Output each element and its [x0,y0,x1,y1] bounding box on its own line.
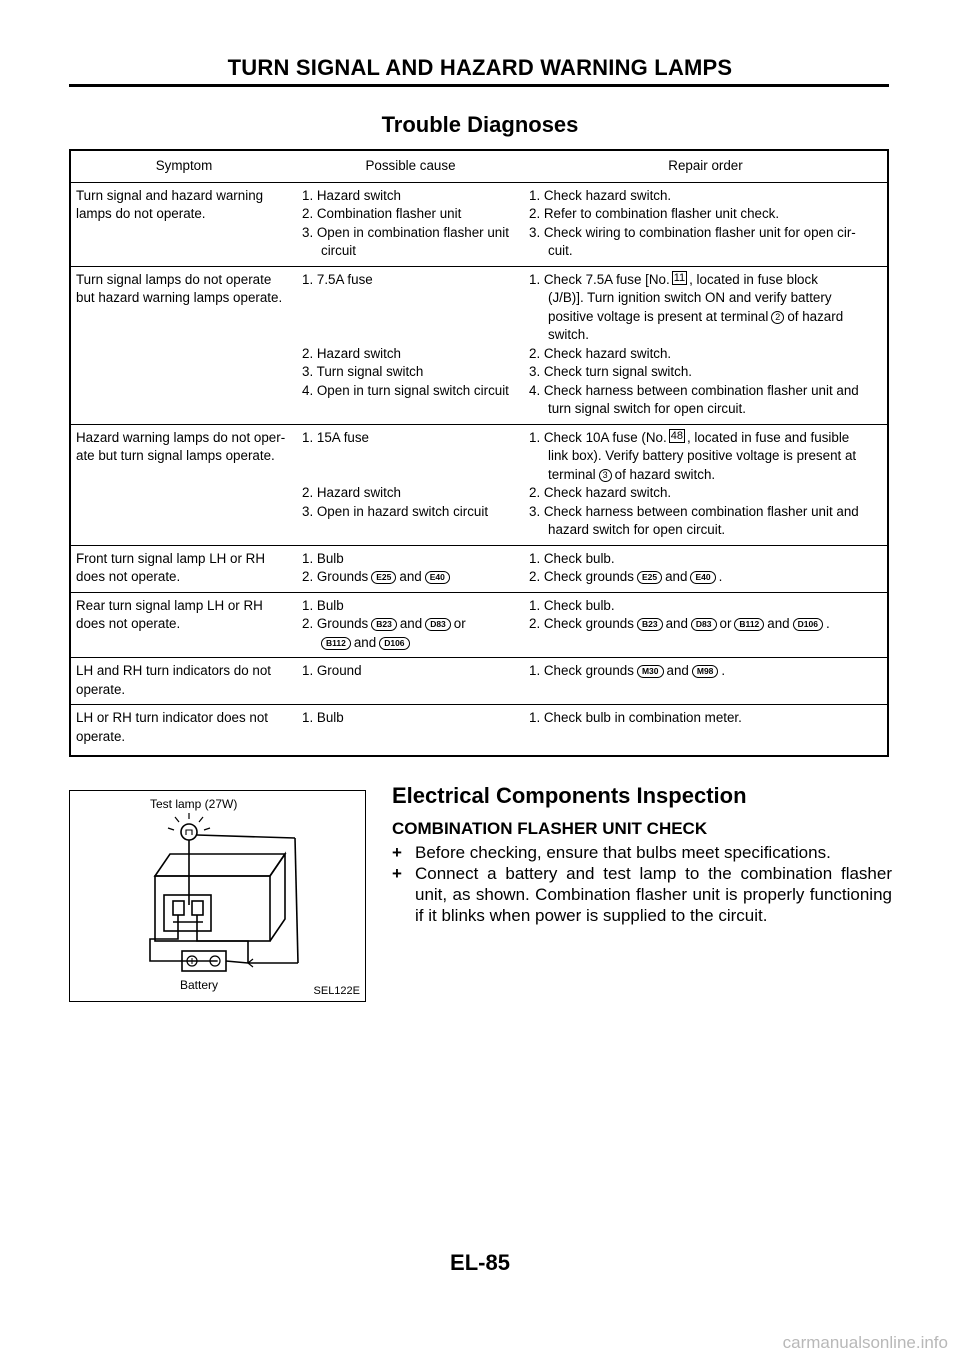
repair-item-cont: terminal 3 of hazard switch. [548,466,716,482]
cause-item: 3. Open in combination flasher unit [302,224,509,240]
symptom-cell [70,424,297,545]
test-lamp-label: Test lamp (27W) [150,797,238,811]
symptom-cell [70,545,297,592]
repair-cell [524,545,888,592]
trouble-diagnoses-table [69,149,889,757]
repair-item: 3. Check wiring to combination flasher unit for open cir- [529,224,856,240]
repair-item: 2. Check hazard switch. [529,345,672,361]
symptom-cell [70,705,297,757]
ground-badge: M98 [692,665,719,678]
ground-badge: B112 [321,637,351,650]
repair-item: 2. Refer to combination flasher unit check. [529,206,780,221]
cause-item-cont: B112 and D106 [302,634,519,653]
fuse-number-box: 11 [673,271,686,284]
inspection-bullet-list [392,842,892,926]
cause-item: 2. Combination flasher unit [302,206,462,221]
list-item [392,842,892,863]
cause-item: 2. Grounds B23 and D83 or [302,616,466,631]
flasher-test-figure [69,790,366,1002]
cause-item: 3. Open in hazard switch circuit [302,503,489,519]
ground-badge: B23 [637,618,663,631]
symptom-line: does not operate. [76,569,181,584]
header-rule [69,84,889,87]
cause-item: 1. 7.5A fuse [302,271,373,287]
section-title-electrical-components: Electrical Components Inspection [392,783,747,808]
table-header-row [70,150,888,182]
terminal-number-circle: 2 [771,311,784,324]
list-item [392,863,892,926]
repair-item-cont: turn signal switch for open circuit. [548,401,746,416]
table-row [70,182,888,266]
cause-item: 1. Bulb [302,550,344,566]
repair-item: 1. Check 10A fuse (No. 48 , located in fuse and fusible [529,429,850,445]
cause-cell [297,592,524,658]
symptom-line: Turn signal lamps do not operate [76,271,272,287]
symptom-line: but hazard warning lamps operate. [76,290,283,305]
cause-item-cont: circuit [321,243,356,258]
cause-item: 1. 15A fuse [302,429,370,445]
page-number: EL-85 [450,1250,510,1275]
cause-cell [297,658,524,705]
repair-cell [524,424,888,545]
repair-item: 1. Check bulb. [529,597,615,613]
repair-item: 3. Check turn signal switch. [529,364,692,379]
ground-badge: E25 [637,571,662,584]
repair-item: 3. Check harness between combination flasher unit and [529,503,859,519]
repair-cell [524,658,888,705]
bullet-symbol: + [392,864,402,883]
symptom-line: Hazard warning lamps do not oper- [76,429,286,445]
watermark: carmanualsonline.info [782,1333,948,1352]
repair-item: 2. Check hazard switch. [529,485,672,500]
flasher-test-diagram [70,791,367,1003]
cause-cell [297,182,524,266]
column-header-symptom: Symptom [70,150,297,182]
symptom-line: Front turn signal lamp LH or RH [76,550,266,566]
repair-cell [524,592,888,658]
cause-item: 1. Bulb [302,710,344,725]
repair-item-cont: positive voltage is present at terminal 2 of hazard [548,308,844,324]
repair-item: 1. Check bulb. [529,550,615,566]
ground-badge: M30 [637,665,664,678]
table-row [70,705,888,757]
column-header-repair: Repair order [524,150,888,182]
cause-cell [297,266,524,424]
symptom-cell [70,592,297,658]
bullet-text: Before checking, ensure that bulbs meet specifications. [415,843,831,862]
section-title-trouble-diagnoses: Trouble Diagnoses [381,112,579,137]
page-header-title: TURN SIGNAL AND HAZARD WARNING LAMPS [227,55,733,80]
ground-badge: D83 [425,618,451,631]
terminal-number-circle: 3 [599,469,612,482]
cause-item: 2. Hazard switch [302,345,401,361]
repair-item-cont: switch. [548,327,589,342]
symptom-cell [70,182,297,266]
ground-badge: D106 [379,637,409,650]
repair-item: 4. Check harness between combination flasher unit and [529,382,859,398]
symptom-line: Turn signal and hazard warning [76,187,264,203]
symptom-cell [70,658,297,705]
repair-cell [524,266,888,424]
repair-item: 1. Check 7.5A fuse [No. 11 , located in fuse block [529,271,818,287]
column-header-cause: Possible cause [297,150,524,182]
test-lamp-bulb [181,824,197,840]
ground-badge: E40 [425,571,450,584]
repair-item-cont: link box). Verify battery positive voltage is present at [548,448,857,463]
figure-code: SEL122E [313,985,360,997]
repair-item: 2. Check grounds E25 and E40 . [529,569,723,584]
repair-item-cont: hazard switch for open circuit. [548,522,726,537]
cause-item: 2. Grounds E25 and E40 [302,568,519,587]
symptom-line: lamps do not operate. [76,206,206,221]
repair-item-cont: cuit. [548,243,573,258]
symptom-line: ate but turn signal lamps operate. [76,448,275,463]
symptom-line: LH or RH turn indicator does not [76,710,269,725]
cause-item: 1. Bulb [302,597,344,613]
ground-badge: B23 [371,618,397,631]
cause-item: 2. Hazard switch [302,485,401,500]
repair-item: 1. Check grounds M30 and M98 . [529,663,726,678]
table-row [70,424,888,545]
cause-cell [297,424,524,545]
ground-badge: D106 [793,618,823,631]
symptom-line: operate. [76,681,126,697]
table-row [70,658,888,705]
bullet-text: Connect a battery and test lamp to the combination flasher unit, as shown. Combination flasher unit is properly functioning if it blinks when power is supplied to the circuit. [415,864,892,925]
cause-item: 3. Turn signal switch [302,364,424,379]
ground-badge: E25 [371,571,396,584]
symptom-line: LH and RH turn indicators do not [76,663,272,678]
cause-item: 1. Hazard switch [302,187,401,203]
ground-badge: E40 [690,571,715,584]
symptom-cell [70,266,297,424]
repair-cell [524,182,888,266]
repair-item: 2. Check grounds B23 and D83 or B112 and D106 . [529,616,830,631]
symptom-line: operate. [76,728,126,744]
symptom-line: does not operate. [76,616,181,631]
repair-item: 1. Check hazard switch. [529,187,672,203]
table-row [70,545,888,592]
table-row [70,592,888,658]
repair-item: 1. Check bulb in combination meter. [529,710,742,725]
table-row [70,266,888,424]
ground-badge: D83 [691,618,717,631]
cause-cell [297,545,524,592]
fuse-number-box: 48 [670,429,683,442]
cause-item: 1. Ground [302,663,362,678]
cause-item: 4. Open in turn signal switch circuit [302,382,509,398]
battery-label: Battery [180,978,219,992]
subsection-title-flasher-check: COMBINATION FLASHER UNIT CHECK [392,819,708,838]
ground-badge: B112 [734,618,764,631]
bullet-symbol: + [392,843,402,862]
repair-cell [524,705,888,757]
repair-item-cont: (J/B)]. Turn ignition switch ON and verify battery [548,290,832,305]
symptom-line: Rear turn signal lamp LH or RH [76,597,263,613]
cause-cell [297,705,524,757]
